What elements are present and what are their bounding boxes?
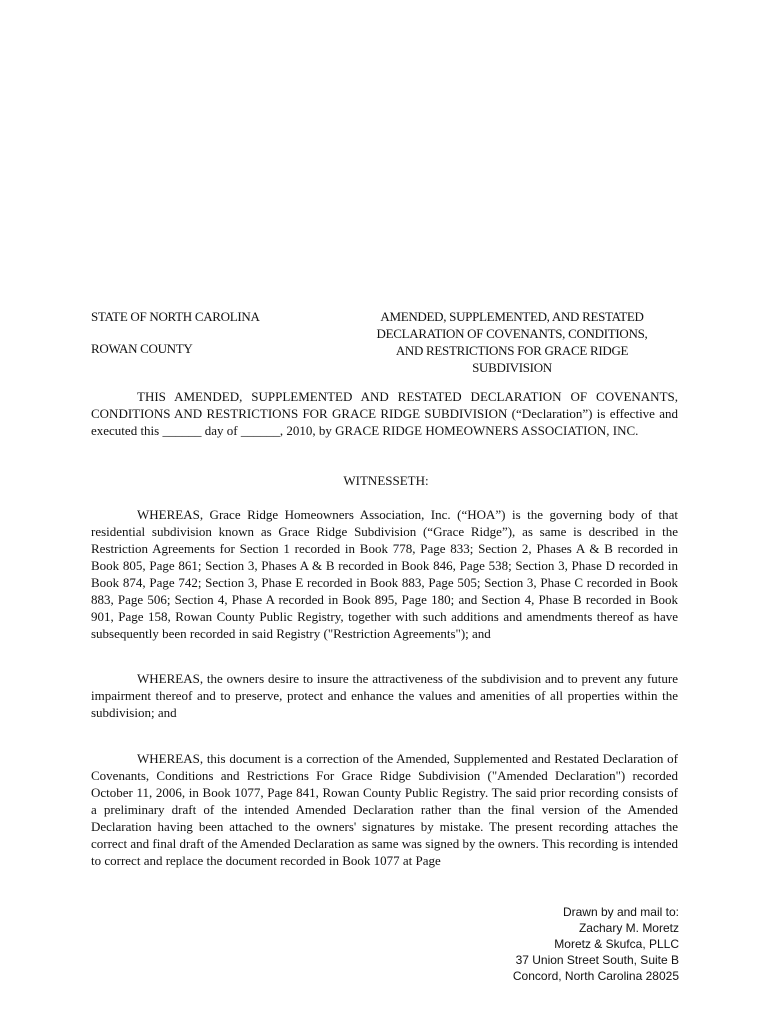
return-address-line: Zachary M. Moretz	[578, 921, 679, 935]
title-line: SUBDIVISION	[472, 360, 552, 375]
return-address-line: Moretz & Skufca, PLLC	[554, 937, 679, 951]
witnesseth-heading: WITNESSETH:	[343, 473, 429, 488]
whereas-paragraph-2	[91, 670, 678, 721]
state-label: STATE OF NORTH CAROLINA	[91, 309, 260, 324]
title-line: AMENDED, SUPPLEMENTED, AND RESTATED	[380, 309, 644, 324]
return-address-line: 37 Union Street South, Suite B	[515, 953, 679, 967]
document-title	[359, 308, 665, 376]
document-caption	[91, 308, 681, 378]
whereas-paragraph-1	[91, 506, 678, 642]
title-line: DECLARATION OF COVENANTS, CONDITIONS,	[376, 326, 648, 341]
return-address-line: Concord, North Carolina 28025	[512, 969, 679, 983]
whereas-text: WHEREAS, the owners desire to insure the attractiveness of the subdivision and to prevent any future impairment thereof and to preserve, protect and enhance the values and amenities of all properties within the subdivision; and	[91, 671, 678, 720]
county-label: ROWAN COUNTY	[91, 341, 193, 356]
return-address-block	[513, 904, 679, 984]
title-line: AND RESTRICTIONS FOR GRACE RIDGE	[395, 343, 629, 358]
whereas-text: WHEREAS, this document is a correction of the Amended, Supplemented and Restated Declaration of Covenants, Conditions and Restrictions For Grace Ridge Subdivision ("Amended Declaration") recorded October 11, 2006, in Book 1077, Page 841, Rowan County Public Registry. The said prior recording consists of a preliminary draft of the intended Amended Declaration rather than the final version of the Amended Declaration having been attached to the owners' signatures by mistake. The present recording attaches the correct and final draft of the Amended Declaration as same was signed by the owners. This recording is intended to correct and replace the document recorded in Book 1077 at Page	[91, 751, 678, 868]
intro-text: THIS AMENDED, SUPPLEMENTED AND RESTATED DECLARATION OF COVENANTS, CONDITIONS AND RESTRICTIONS FOR GRACE RIDGE SUBDIVISION (“Declaration”) is effective and executed this ______ day of ______, 2010, by GRACE RIDGE HOMEOWNERS ASSOCIATION, INC.	[91, 389, 678, 438]
whereas-text: WHEREAS, Grace Ridge Homeowners Association, Inc. (“HOA”) is the governing body of that residential subdivision known as Grace Ridge Subdivision (“Grace Ridge”), as same is described in the Restriction Agreements for Section 1 recorded in Book 778, Page 833; Section 2, Phases A & B recorded in Book 805, Page 861; Section 3, Phases A & B recorded in Book 846, Page 538; Section 3, Phase D recorded in Book 874, Page 742; Section 3, Phase E recorded in Book 883, Page 505; Section 3, Phase C recorded in Book 883, Page 506; Section 4, Phase A recorded in Book 895, Page 180; and Section 4, Phase B recorded in Book 901, Page 158, Rowan County Public Registry, together with such additions and amendments thereof as have subsequently been recorded in said Registry ("Restriction Agreements"); and	[91, 507, 678, 641]
return-address-line: Drawn by and mail to:	[562, 905, 679, 919]
intro-paragraph	[91, 388, 678, 439]
whereas-paragraph-3	[91, 750, 678, 869]
